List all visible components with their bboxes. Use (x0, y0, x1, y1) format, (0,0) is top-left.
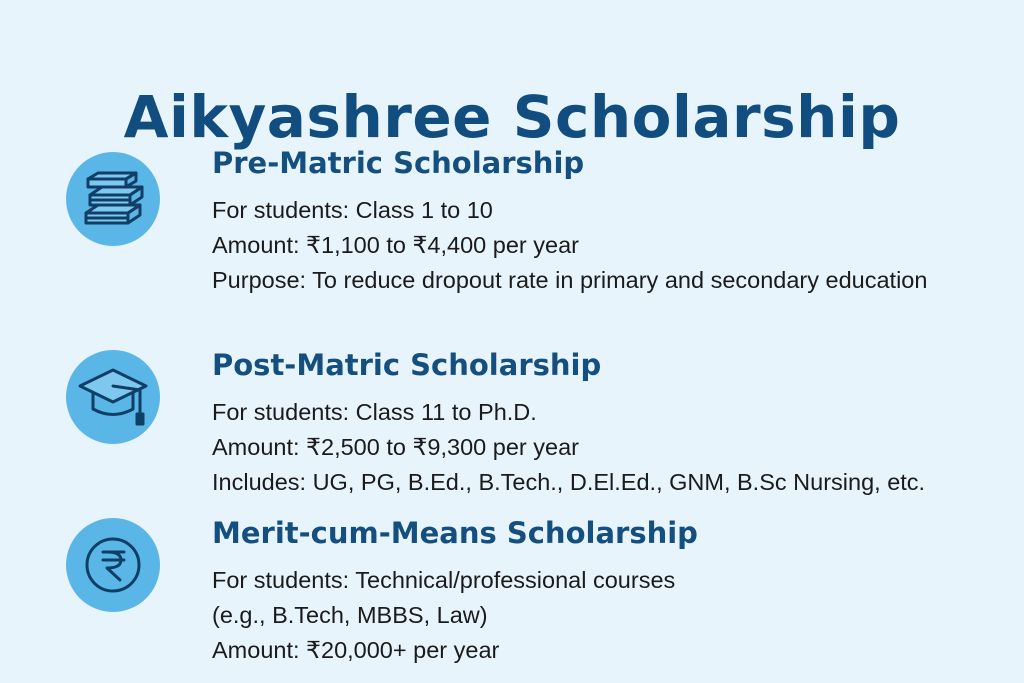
detail-line: Purpose: To reduce dropout rate in primary and secondary education (212, 267, 928, 293)
detail-line: For students: Class 1 to 10 (212, 197, 493, 223)
page-title: Aikyashree Scholarship (123, 82, 901, 151)
section-heading: Pre-Matric Scholarship (212, 146, 585, 180)
detail-line: Includes: UG, PG, B.Ed., B.Tech., D.El.Ed., GNM, B.Sc Nursing, etc. (212, 469, 926, 495)
section-heading: Merit-cum-Means Scholarship (212, 516, 698, 550)
section-details (212, 563, 1002, 668)
detail-line: Amount: ₹1,100 to ₹4,400 per year (212, 232, 579, 258)
books-icon (66, 152, 160, 246)
detail-line: For students: Technical/professional courses (212, 567, 676, 593)
section-heading: Post-Matric Scholarship (212, 348, 602, 382)
detail-line: Amount: ₹20,000+ per year (212, 637, 500, 663)
section-details (212, 193, 1002, 298)
detail-line: For students: Class 11 to Ph.D. (212, 399, 537, 425)
section-details (212, 395, 1002, 500)
graduation-cap-icon (66, 350, 160, 444)
rupee-icon (66, 518, 160, 612)
detail-line: (e.g., B.Tech, MBBS, Law) (212, 602, 488, 628)
detail-line: Amount: ₹2,500 to ₹9,300 per year (212, 434, 579, 460)
